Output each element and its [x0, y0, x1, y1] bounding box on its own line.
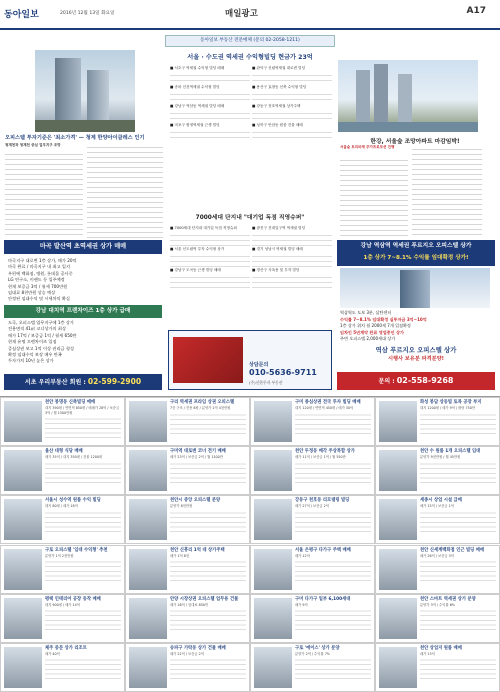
- classified-text-lines: [420, 607, 496, 630]
- apartment-photo-right: [338, 60, 478, 132]
- list-item: 역삼역도 도보 3분, 삼탄센터: [340, 310, 392, 315]
- left-article-body-2: [87, 143, 163, 238]
- classified-cell: [0, 495, 125, 544]
- classified-title: 구리 역세권 프라임 상권 오피스텔: [170, 400, 235, 405]
- classified-text-lines: [295, 460, 371, 483]
- right-ad-big: 역삼 푸르지오 오피스텔 상가: [375, 346, 457, 354]
- list-item: ■ 광진구 건대입구역 역세권 빌딩: [252, 226, 306, 230]
- classified-cell: [250, 594, 375, 643]
- list-item: ■ 강남구 역삼동 역세권 빌딩 매매: [170, 104, 225, 108]
- classified-title: 천안 상업지 원룸 매매: [420, 645, 462, 651]
- section-title: 매일광고: [225, 9, 258, 19]
- classified-body: 매가 11억 / 보증금 1억 / 월 550만: [295, 455, 346, 460]
- classified-title: 천안 봉명동 신축빌딩 매매: [45, 400, 96, 405]
- classified-text-lines: [45, 460, 121, 483]
- classified-body: 매가 35억 / 대지 350평 / 건물 1200평: [45, 455, 103, 460]
- building-thumbnail: [254, 499, 292, 540]
- list-item: 임차인 5년계약 완료 영업중인 상가: [340, 329, 404, 335]
- classified-title: 천안 신세계백화점 인근 빌딩 매매: [420, 547, 485, 553]
- classified-body: 매가 15억 / 보증금 1억: [420, 504, 454, 509]
- classified-text-lines: [170, 460, 246, 483]
- classified-body: 매가 22억 / 보증금 2억: [170, 651, 204, 656]
- classified-cell: [375, 495, 500, 544]
- classified-body: 분양가 3억 / 수익률 6%: [420, 602, 455, 607]
- classified-grid: [0, 396, 500, 691]
- classified-body: 대지 900평 / 매가 14억: [45, 602, 80, 607]
- classified-body: 매가 26억 / 보증금 3억: [420, 553, 454, 558]
- building-thumbnail: [129, 401, 167, 442]
- list-item: ■ 경산구 사옥용 및 투자 빌딩: [252, 268, 300, 272]
- list-item: ■ 용산구 효창동 신축 수익형 빌딩: [252, 85, 307, 89]
- contact-label: 문의 :: [378, 378, 395, 385]
- classified-title: 울산 대형 식당 매매: [45, 449, 83, 455]
- list-item: 안정된 임대수익 및 시세차익 확실: [8, 296, 70, 302]
- classified-body: 매가 27억 / 보증금 2억: [295, 504, 329, 509]
- classified-text-lines: [170, 411, 246, 434]
- list-item: 투자가치 10년 높은 상가: [8, 358, 54, 364]
- classified-cell: [375, 397, 500, 446]
- right-ad-big-sub: 시행사 보유분 파격분양!: [387, 356, 445, 362]
- classified-title: 구로 '에이스' 상가 분양: [295, 645, 340, 651]
- list-item: ■ 마포구 합정역세권 근생 빌딩: [170, 123, 220, 127]
- classified-body: 대지 1200평 / 매가 9억 / 평당 750만: [420, 406, 476, 410]
- building-thumbnail: [4, 401, 42, 442]
- classified-body: 분양가 8천만원: [170, 504, 193, 509]
- left-top-headline: 오피스텔 투자기준은 '최소가격' — 청계 한양아이클레스 인기: [5, 135, 145, 141]
- list-item: 확정 임대수익 보장 매우 만족: [8, 352, 62, 358]
- right-top-headline: 한강, 서울숲 조망아파트 마감임박!: [370, 139, 460, 145]
- left-top-caption: 청계천과 청계천 중심 업무지구 조망: [5, 143, 61, 147]
- classified-body: 대지 390평 / 연면적 850평 / 매매가 28억 / 보증금 3억 / 월 1500만원: [45, 406, 120, 415]
- classified-cell: [375, 594, 500, 643]
- building-thumbnail: [4, 549, 42, 590]
- classified-cell: [375, 643, 500, 692]
- list-item: ■ 7000세대 단지내 대기업 독점 직영슈퍼: [170, 226, 237, 230]
- classified-cell: [250, 495, 375, 544]
- list-item: 임대료 8천만원 상승 예상: [8, 290, 56, 296]
- classified-title: 세종시 상업 시설 급매: [420, 498, 462, 504]
- classified-title: 서울시 성수역 원룸 수익 빌딩: [45, 498, 101, 504]
- classified-text-lines: [420, 558, 496, 581]
- classified-body: 매가 40억: [45, 651, 60, 656]
- right-contact-bar: [337, 372, 495, 390]
- left-contact-bar: [4, 374, 162, 390]
- classified-body: 대지 120평 / 연면적 450평 / 매가 30억: [295, 406, 354, 410]
- building-thumbnail: [254, 647, 292, 688]
- list-item: 주변 오피스텔 2,000세대 상가: [340, 336, 396, 342]
- left-ad1-title: 마곡 발산역 초역세권 상가 매매: [4, 240, 162, 254]
- classified-title: 서울 은평구 다가구 주택 매매: [295, 547, 351, 553]
- classified-body: 매가 9억: [295, 602, 308, 607]
- center-ad-title: 서울 · 수도권 역세권 수익형빌딩 현금가 23억: [187, 54, 313, 61]
- center-contact-box: [168, 330, 332, 390]
- building-thumbnail: [254, 450, 292, 491]
- list-item: 증심상권 보고 1억 이상 권리금 형성: [8, 345, 74, 351]
- classified-text-lines: [295, 509, 371, 532]
- classified-title: 천안 두정동 매각 주상복합 상가: [295, 449, 355, 455]
- classified-text-lines: [420, 460, 496, 483]
- classified-title: 천안 스마트 역세권 상가 분양: [420, 596, 476, 602]
- classified-text-lines: [45, 607, 121, 630]
- classified-title: 안양 시장상권 오피스텔 업무용 건물: [170, 596, 239, 602]
- classified-title: 화성 봉담 상동빌 토목 공장 부지: [420, 400, 482, 405]
- right-ad-list: [340, 310, 490, 343]
- classified-title: 구미 종심상권 전국 투자 빌딩 매매: [295, 400, 361, 405]
- building-thumbnail: [129, 450, 167, 491]
- center-ad-list-right: [252, 66, 332, 142]
- classified-title: 제주 중문 상가 리조트: [45, 645, 87, 651]
- classified-title: 천안시 중앙 오피스텔 분양: [170, 498, 221, 504]
- building-thumbnail: [379, 598, 417, 639]
- list-item: 1층 상가 위치 월 2000세 7개 입점확정: [340, 323, 411, 329]
- classified-body: 매가 16억 / 임대료 850만: [170, 602, 209, 607]
- list-item: ■ 강동구 천호역세권 상가주택: [252, 104, 301, 108]
- building-thumbnail: [4, 598, 42, 639]
- right-ad-sub: 1층 상가 7~8.1% 수익률 임대확정 상가!: [363, 255, 469, 261]
- classified-cell: [0, 545, 125, 594]
- center-ad-list2-left: [170, 226, 250, 289]
- building-thumbnail: [379, 499, 417, 540]
- classified-body: 분양가 9천만원 / 월 45만원: [420, 455, 461, 460]
- top-banner: 동아일보 부동산 전문매체 (문의 02-2058-1211): [165, 35, 335, 47]
- classified-cell: [125, 594, 250, 643]
- classified-body: 분양가 1억 2천만원: [45, 553, 74, 558]
- list-item: 현재 유명 프렌차이즈 입점: [8, 339, 57, 345]
- classified-cell: [125, 446, 250, 495]
- contact-phone: 02-558-9268: [396, 376, 454, 385]
- classified-text-lines: [45, 415, 121, 438]
- date-line: 2016년 12월 13일 화요일: [60, 11, 115, 16]
- classified-body: 분양가 2억 / 수익률 7%: [295, 651, 330, 656]
- center-ad-list2-right: [252, 226, 332, 289]
- list-item: 마곡지구 대로변 1층 상가, 매가 20억: [8, 258, 77, 263]
- classified-text-lines: [295, 411, 371, 434]
- building-thumbnail: [129, 499, 167, 540]
- contact-phone: 02-599-2900: [87, 377, 142, 386]
- list-item: ■ 서울 신도림역 투자 수익형 상가: [170, 247, 225, 251]
- classified-text-lines: [45, 558, 121, 581]
- right-article-body: [340, 156, 408, 236]
- classified-title: 송파구 가락동 상가 건물 매매: [170, 645, 226, 651]
- page-header: [0, 0, 500, 30]
- list-item: 도곡, 오피스텔 업무지구에 1층 상가: [8, 320, 74, 325]
- classified-title: 구로 오피스텔 '임대 수익형' 추천: [45, 547, 108, 553]
- newspaper-logo: 동아일보: [4, 10, 39, 20]
- list-item: ■ 관악구 신림역세권 대로변 빌딩: [252, 66, 306, 70]
- right-ad-header: [337, 240, 495, 266]
- classified-body: 7층 구조 / 전용 8평 / 분양가 1억 4천만원: [170, 406, 231, 410]
- classified-cell: [0, 643, 125, 692]
- classified-title: 구미역 대로변 코너 전기 매매: [170, 449, 226, 455]
- building-thumbnail: [4, 647, 42, 688]
- list-item: 우편에 백화점, 병원, 롯데몰 공사중: [8, 270, 73, 276]
- right-top-sub: 서울숲 트리마제 추가프로모션 진행: [340, 145, 395, 149]
- classified-body: 매가 12억: [295, 553, 310, 558]
- classified-text-lines: [170, 509, 246, 532]
- promo-graphic: [173, 337, 243, 383]
- center-middle-headline: 7000세대 단지내 "대기업 독점 직영슈퍼": [195, 215, 305, 221]
- classified-cell: [125, 495, 250, 544]
- left-ad2-list: [8, 320, 163, 365]
- classified-text-lines: [295, 558, 371, 581]
- classified-text-lines: [170, 607, 246, 630]
- list-item: 전용면적 41㎡ 코너상가의 최상: [8, 326, 67, 332]
- list-item: LG 연구소, 이랜드 등 입주예정: [8, 277, 65, 283]
- building-thumbnail: [4, 450, 42, 491]
- classified-cell: [375, 446, 500, 495]
- classified-text-lines: [295, 607, 371, 630]
- classified-cell: [250, 397, 375, 446]
- building-thumbnail: [379, 647, 417, 688]
- classified-text-lines: [295, 656, 371, 679]
- classified-text-lines: [420, 656, 496, 679]
- classified-title: 구미 다가구 일부 6,100세대: [295, 596, 351, 602]
- contact-label: 서초 우리부동산 회원 :: [24, 379, 86, 386]
- left-ad1-list: [8, 258, 163, 303]
- list-item: 현재 보증금 3억 / 월세 700만원: [8, 283, 68, 289]
- list-item: 매가 17억 / 보증금 1억 / 월세 650만: [8, 332, 77, 338]
- classified-body: 매가 1억 8천: [170, 553, 190, 558]
- list-item: 마곡 완료 / 마곡지구 내 최고 입지: [8, 264, 70, 270]
- classified-cell: [125, 397, 250, 446]
- classified-cell: [125, 643, 250, 692]
- building-photo-left: [35, 50, 135, 132]
- center-phone: 010-5636-9711: [249, 368, 317, 377]
- building-thumbnail: [129, 647, 167, 688]
- classified-body: 대지 80평 / 매가 18억: [45, 504, 78, 509]
- page-number: A17: [466, 6, 486, 16]
- list-item: ■ 강남구 도곡동 근생 빌딩 매매: [170, 268, 221, 272]
- list-item: ■ 서초구 역세권 수익형 빌딩 매매: [170, 66, 225, 70]
- building-thumbnail: [379, 450, 417, 491]
- center-sub: (주)신한투자 부동산: [249, 380, 283, 385]
- classified-text-lines: [170, 656, 246, 679]
- classified-cell: [250, 545, 375, 594]
- classified-cell: [125, 545, 250, 594]
- classified-text-lines: [420, 509, 496, 532]
- phone-label: 상담문의: [249, 362, 269, 368]
- building-thumbnail: [379, 549, 417, 590]
- building-thumbnail: [129, 598, 167, 639]
- list-item: ■ 경기 성남시 역세권 빌딩 매매: [252, 247, 303, 251]
- building-thumbnail: [379, 401, 417, 442]
- classified-cell: [250, 446, 375, 495]
- list-item: ■ 성북구 안암동 원룸 건물 매매: [252, 123, 303, 127]
- classified-text-lines: [170, 558, 246, 581]
- classified-title: 평택 인테리어 공장 동작 매매: [45, 596, 101, 602]
- classified-title: 천안 신흥리 1억 대 상가주택: [170, 547, 225, 553]
- classified-text-lines: [45, 656, 121, 679]
- classified-cell: [0, 397, 125, 446]
- classified-text-lines: [420, 411, 496, 434]
- building-thumbnail: [4, 499, 42, 540]
- classified-body: 매가 13억: [420, 651, 435, 656]
- right-ad-title: 강남 역삼역 역세권 푸르지오 오피스텔 상가: [360, 243, 472, 249]
- classified-cell: [375, 545, 500, 594]
- classified-cell: [0, 446, 125, 495]
- left-ad2-title: 강남 대치역 프렌차이즈 1층 상가 급매: [4, 305, 162, 318]
- right-article-body-2: [412, 145, 482, 236]
- classified-cell: [250, 643, 375, 692]
- classified-body: 매가 23억 / 보증금 2억 / 월 1100만: [170, 455, 223, 460]
- center-ad-list-left: [170, 66, 250, 142]
- building-thumbnail: [254, 598, 292, 639]
- building-thumbnail: [254, 549, 292, 590]
- classified-cell: [0, 594, 125, 643]
- building-thumbnail: [129, 549, 167, 590]
- building-thumbnail: [254, 401, 292, 442]
- list-item: ■ 송파 신천역세권 수익형 빌딩: [170, 85, 220, 89]
- classified-title: 천안 수 원룸 1개 오피스텔 임대: [420, 449, 481, 455]
- classified-title: 강동구 천호동 리모델링 빌딩: [295, 498, 350, 504]
- classified-text-lines: [45, 509, 121, 532]
- left-article-body: [5, 150, 83, 238]
- office-building-photo: [340, 268, 490, 308]
- list-item: 수익률 7~8.1% 임대확정 실투자금 3억~10억: [340, 316, 427, 322]
